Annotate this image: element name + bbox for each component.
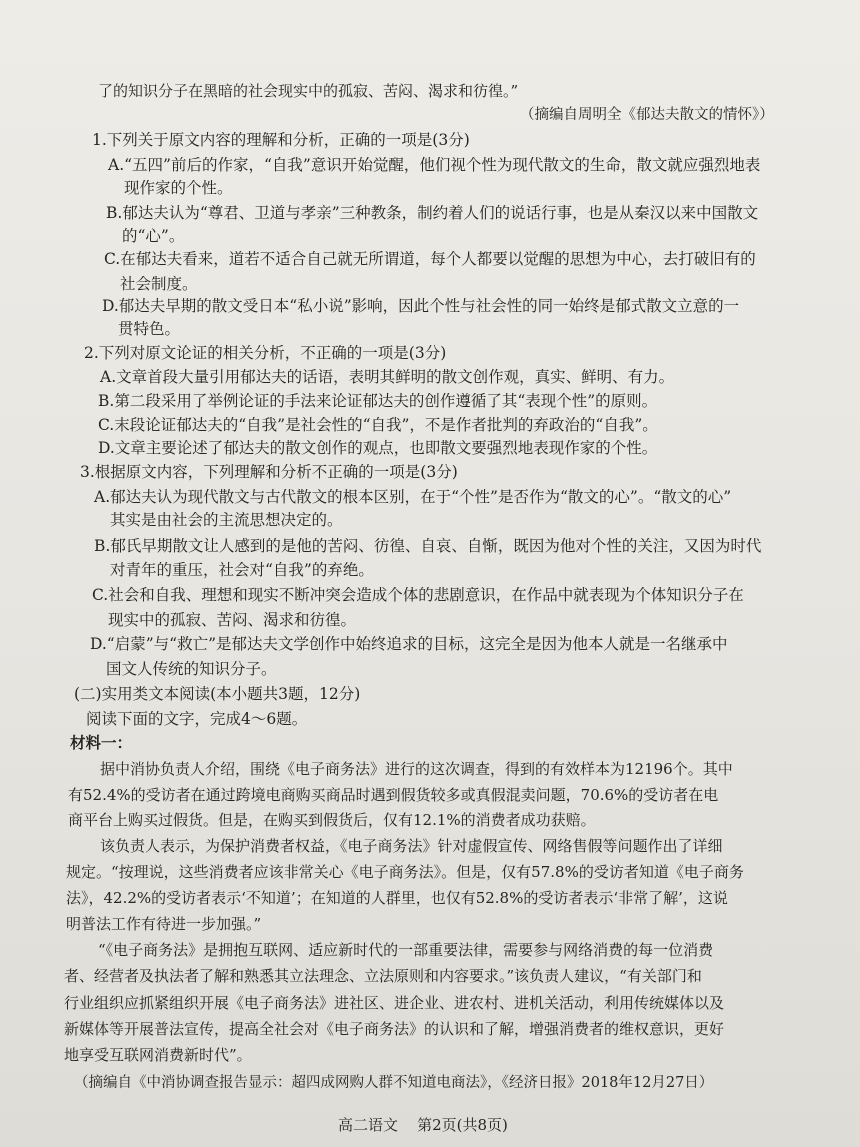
question-1-option-a-cont: 现作家的个性。	[124, 179, 233, 197]
question-3-option-d-cont: 国文人传统的知识分子。	[106, 660, 277, 678]
question-1-option-d: D.郁达夫早期的散文受日本“私小说”影响，因此个性与社会性的同一始终是郁式散文立意的一	[102, 297, 740, 315]
question-3-option-d: D.“启蒙”与“救亡”是郁达夫文学创作中始终追求的目标，这完全是因为他本人就是一名继承中	[90, 635, 728, 653]
question-1-option-c: C.在郁达夫看来，道若不适合自己就无所谓道，每个人都要以觉醒的思想为中心，去打破旧有的	[104, 250, 756, 268]
question-2-option-a: A.文章首段大量引用郁达夫的话语，表明其鲜明的散文创作观，真实、鲜明、有力。	[100, 368, 675, 386]
material-para-1-line-3: 商平台上购买过假货。但是，在购买到假货后，仅有12.1%的消费者成功获赔。	[68, 811, 596, 829]
passage-source: （摘编自周明全《郁达夫散文的情怀》）	[520, 107, 774, 123]
question-3-option-b-cont: 对青年的重压，社会对“自我”的弃绝。	[110, 561, 374, 579]
question-3-option-a-cont: 其实是由社会的主流思想决定的。	[110, 511, 343, 529]
section-2-instruction: 阅读下面的文字，完成4～6题。	[86, 710, 308, 728]
question-2-option-b: B.第二段采用了举例论证的手法来论证郁达夫的创作遵循了其“表现个性”的原则。	[98, 392, 658, 410]
material-1-label: 材料一：	[70, 733, 133, 752]
material-source: （摘编自《中消协调查报告显示：超四成网购人群不知道电商法》，《经济日报》2018年12月27日）	[74, 1075, 714, 1091]
question-3-stem: 3.根据原文内容，下列理解和分析不正确的一项是(3分)	[80, 463, 458, 481]
material-para-1-line-1: 据中消协负责人介绍，围绕《电子商务法》进行的这次调查，得到的有效样本为12196个。其中	[100, 760, 733, 778]
question-3-option-a: A.郁达夫认为现代散文与古代散文的根本区别，在于“个性”是否作为“散文的心”。“散文的心”	[94, 488, 732, 506]
material-para-2-line-4: 明普法工作有待进一步加强。”	[66, 915, 262, 933]
question-2-option-c: C.末段论证郁达夫的“自我”是社会性的“自我”，不是作者批判的弃政治的“自我”。	[98, 416, 658, 434]
material-para-2-line-1: 该负责人表示，为保护消费者权益，《电子商务法》针对虚假宣传、网络售假等问题作出了详细	[100, 837, 723, 855]
material-para-3-line-1: “《电子商务法》是拥抱互联网、适应新时代的一部重要法律，需要参与网络消费的每一位消费	[98, 941, 714, 959]
question-1-option-b-cont: 的“心”。	[122, 227, 185, 245]
material-para-3-line-3: 行业组织应抓紧组织开展《电子商务法》进社区、进企业、进农村、进机关活动，利用传统媒体以及	[64, 994, 725, 1012]
section-2-heading: (二)实用类文本阅读(本小题共3题，12分)	[74, 685, 361, 703]
material-para-3-line-4: 新媒体等开展普法宣传，提高全社会对《电子商务法》的认识和了解，增强消费者的维权意识，更好	[64, 1020, 725, 1038]
material-para-1-line-2: 有52.4%的受访者在通过跨境电商购买商品时遇到假货较多或真假混卖问题，70.6%的受访者在电	[68, 786, 719, 804]
question-2-stem: 2.下列对原文论证的相关分析，不正确的一项是(3分)	[84, 344, 447, 362]
question-2-option-d: D.文章主要论述了郁达夫的散文创作的观点，也即散文要强烈地表现作家的个性。	[98, 439, 658, 457]
material-para-2-line-2: 规定。“按理说，这些消费者应该非常关心《电子商务法》。但是，仅有57.8%的受访者知道《电子商务	[66, 863, 744, 881]
question-1-option-d-cont: 贯特色。	[118, 320, 181, 338]
question-1-option-a: A.“五四”前后的作家，“自我”意识开始觉醒，他们视个性为现代散文的生命，散文就应强烈地表	[108, 156, 761, 174]
material-para-2-line-3: 法》，42.2%的受访者表示‘不知道’；在知道的人群里，也仅有52.8%的受访者表示‘非常了解’，这说	[66, 889, 728, 907]
page-footer: 高二语文 第2页(共8页)	[338, 1116, 508, 1134]
question-3-option-c: C.社会和自我、理想和现实不断冲突会造成个体的悲剧意识，在作品中就表现为个体知识分子在	[92, 586, 744, 604]
question-1-option-b: B.郁达夫认为“尊君、卫道与孝亲”三种教条，制约着人们的说话行事，也是从秦汉以来中国散文	[106, 204, 759, 222]
material-para-3-line-5: 地享受互联网消费新时代”。	[64, 1046, 252, 1064]
passage-continuation: 了的知识分子在黑暗的社会现实中的孤寂、苦闷、渴求和彷徨。”	[98, 82, 519, 100]
question-1-option-c-cont: 社会制度。	[120, 275, 198, 293]
question-1-stem: 1.下列关于原文内容的理解和分析，正确的一项是(3分)	[92, 131, 470, 149]
material-para-3-line-2: 者、经营者及执法者了解和熟悉其立法理念、立法原则和内容要求。”该负责人建议，“有关部门和	[64, 967, 702, 985]
question-3-option-b: B.郁氏早期散文让人感到的是他的苦闷、彷徨、自哀、自惭，既因为他对个性的关注，又因为时代	[94, 537, 762, 555]
question-3-option-c-cont: 现实中的孤寂、苦闷、渴求和彷徨。	[108, 611, 357, 629]
